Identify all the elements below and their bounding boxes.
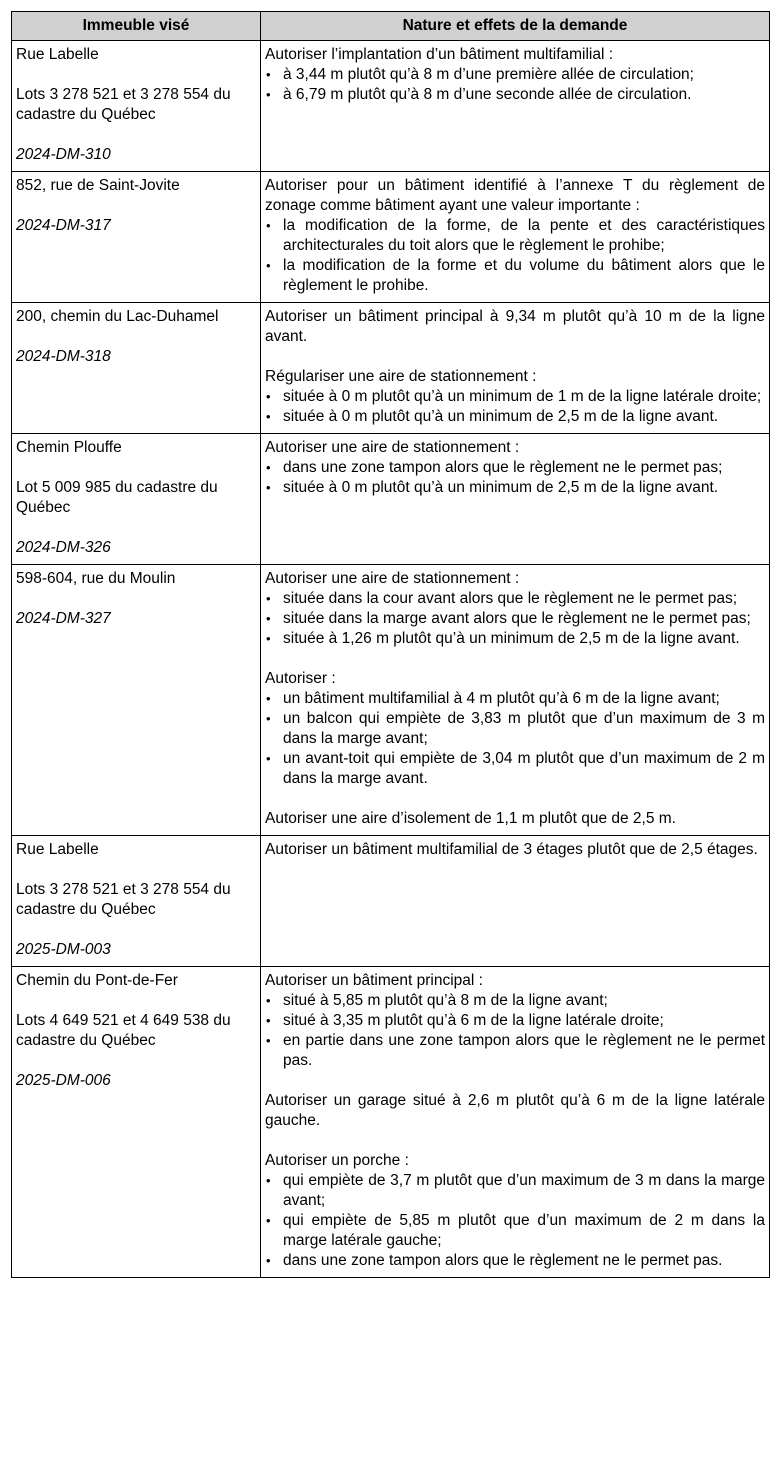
building-cell	[12, 967, 261, 1278]
request-items	[265, 216, 765, 296]
building-address: Lots 4 649 521 et 4 649 538 du cadastre du Québec	[16, 1012, 231, 1049]
list-item: • un avant-toit qui empiète de 3,04 m plutôt que d’un maximum de 2 m dans la marge avant.	[283, 749, 765, 789]
request-intro: Autoriser un bâtiment principal à 9,34 m plutôt qu’à 10 m de la ligne avant.	[265, 308, 765, 345]
request-block	[265, 1091, 765, 1131]
list-item: • à 6,79 m plutôt qu’à 8 m d’une seconde allée de circulation.	[283, 85, 765, 105]
list-item: • la modification de la forme, de la pente et des caractéristiques architecturales du toit alors que le règlement le prohibe;	[283, 216, 765, 256]
table-row	[12, 172, 770, 303]
list-item: • la modification de la forme et du volume du bâtiment alors que le règlement le prohibe.	[283, 256, 765, 296]
building-address: Lots 3 278 521 et 3 278 554 du cadastre du Québec	[16, 881, 231, 918]
request-items	[265, 65, 765, 105]
building-address: 852, rue de Saint-Jovite	[16, 177, 180, 194]
request-block	[265, 569, 765, 649]
request-reference: 2025-DM-006	[16, 1072, 111, 1089]
building-cell	[12, 41, 261, 172]
request-items	[265, 458, 765, 498]
list-item: • dans une zone tampon alors que le règlement ne le permet pas.	[283, 1251, 765, 1271]
list-item: • située à 0 m plutôt qu’à un minimum de 2,5 m de la ligne avant.	[283, 478, 765, 498]
building-address: Rue Labelle	[16, 46, 99, 63]
request-intro: Autoriser :	[265, 670, 336, 687]
request-reference: 2025-DM-003	[16, 941, 111, 958]
column-header-building: Immeuble visé	[12, 12, 261, 41]
request-reference: 2024-DM-317	[16, 217, 111, 234]
request-intro: Autoriser l’implantation d’un bâtiment multifamilial :	[265, 46, 614, 63]
nature-cell	[261, 565, 770, 836]
request-reference: 2024-DM-310	[16, 146, 111, 163]
nature-cell	[261, 967, 770, 1278]
request-intro: Autoriser un bâtiment principal :	[265, 972, 483, 989]
building-cell	[12, 565, 261, 836]
list-item: • située dans la cour avant alors que le règlement ne le permet pas;	[283, 589, 765, 609]
list-item: • situé à 3,35 m plutôt qu’à 6 m de la ligne latérale droite;	[283, 1011, 765, 1031]
request-block	[265, 307, 765, 347]
request-block	[265, 176, 765, 296]
table-row	[12, 434, 770, 565]
table-row	[12, 41, 770, 172]
request-intro: Autoriser un porche :	[265, 1152, 409, 1169]
building-cell	[12, 434, 261, 565]
building-address: Lots 3 278 521 et 3 278 554 du cadastre du Québec	[16, 86, 231, 123]
request-block	[265, 367, 765, 427]
request-intro: Régulariser une aire de stationnement :	[265, 368, 537, 385]
request-block	[265, 809, 765, 829]
list-item: • située à 0 m plutôt qu’à un minimum de 1 m de la ligne latérale droite;	[283, 387, 765, 407]
table-row	[12, 565, 770, 836]
list-item: • située à 1,26 m plutôt qu’à un minimum de 2,5 m de la ligne avant.	[283, 629, 765, 649]
request-intro: Autoriser une aire de stationnement :	[265, 439, 520, 456]
list-item: • qui empiète de 3,7 m plutôt que d’un maximum de 3 m dans la marge avant;	[283, 1171, 765, 1211]
request-reference: 2024-DM-318	[16, 348, 111, 365]
request-items	[265, 991, 765, 1071]
building-address: 598-604, rue du Moulin	[16, 570, 176, 587]
request-intro: Autoriser un bâtiment multifamilial de 3 étages plutôt que de 2,5 étages.	[265, 841, 758, 858]
request-intro: Autoriser une aire d’isolement de 1,1 m plutôt que de 2,5 m.	[265, 810, 676, 827]
list-item: • dans une zone tampon alors que le règlement ne le permet pas;	[283, 458, 765, 478]
request-reference: 2024-DM-327	[16, 610, 111, 627]
building-address: Lot 5 009 985 du cadastre du Québec	[16, 479, 218, 516]
list-item: • située dans la marge avant alors que le règlement ne le permet pas;	[283, 609, 765, 629]
list-item: • à 3,44 m plutôt qu’à 8 m d’une première allée de circulation;	[283, 65, 765, 85]
nature-cell	[261, 836, 770, 967]
table-header-row	[12, 12, 770, 41]
request-block	[265, 45, 765, 105]
request-items	[265, 689, 765, 789]
building-address: Rue Labelle	[16, 841, 99, 858]
table-body	[12, 41, 770, 1278]
requests-table	[11, 11, 770, 1278]
request-block	[265, 1151, 765, 1271]
list-item: • un bâtiment multifamilial à 4 m plutôt qu’à 6 m de la ligne avant;	[283, 689, 765, 709]
building-cell	[12, 303, 261, 434]
building-address: 200, chemin du Lac-Duhamel	[16, 308, 219, 325]
table-row	[12, 836, 770, 967]
request-items	[265, 387, 765, 427]
nature-cell	[261, 41, 770, 172]
request-block	[265, 438, 765, 498]
request-intro: Autoriser une aire de stationnement :	[265, 570, 520, 587]
building-cell	[12, 836, 261, 967]
list-item: • qui empiète de 5,85 m plutôt que d’un maximum de 2 m dans la marge latérale gauche;	[283, 1211, 765, 1251]
table-row	[12, 303, 770, 434]
request-block	[265, 669, 765, 789]
request-block	[265, 971, 765, 1071]
list-item: • situé à 5,85 m plutôt qu’à 8 m de la ligne avant;	[283, 991, 765, 1011]
nature-cell	[261, 434, 770, 565]
nature-cell	[261, 172, 770, 303]
request-intro: Autoriser un garage situé à 2,6 m plutôt qu’à 6 m de la ligne latérale gauche.	[265, 1092, 765, 1129]
request-block	[265, 840, 765, 860]
nature-cell	[261, 303, 770, 434]
request-intro: Autoriser pour un bâtiment identifié à l’annexe T du règlement de zonage comme bâtiment ayant une valeur importante :	[265, 177, 765, 214]
list-item: • située à 0 m plutôt qu’à un minimum de 2,5 m de la ligne avant.	[283, 407, 765, 427]
list-item: • un balcon qui empiète de 3,83 m plutôt que d’un maximum de 3 m dans la marge avant;	[283, 709, 765, 749]
building-address: Chemin du Pont-de-Fer	[16, 972, 178, 989]
table-row	[12, 967, 770, 1278]
column-header-nature: Nature et effets de la demande	[261, 12, 770, 41]
building-cell	[12, 172, 261, 303]
request-items	[265, 1171, 765, 1271]
request-items	[265, 589, 765, 649]
list-item: • en partie dans une zone tampon alors que le règlement ne le permet pas.	[283, 1031, 765, 1071]
request-reference: 2024-DM-326	[16, 539, 111, 556]
building-address: Chemin Plouffe	[16, 439, 122, 456]
